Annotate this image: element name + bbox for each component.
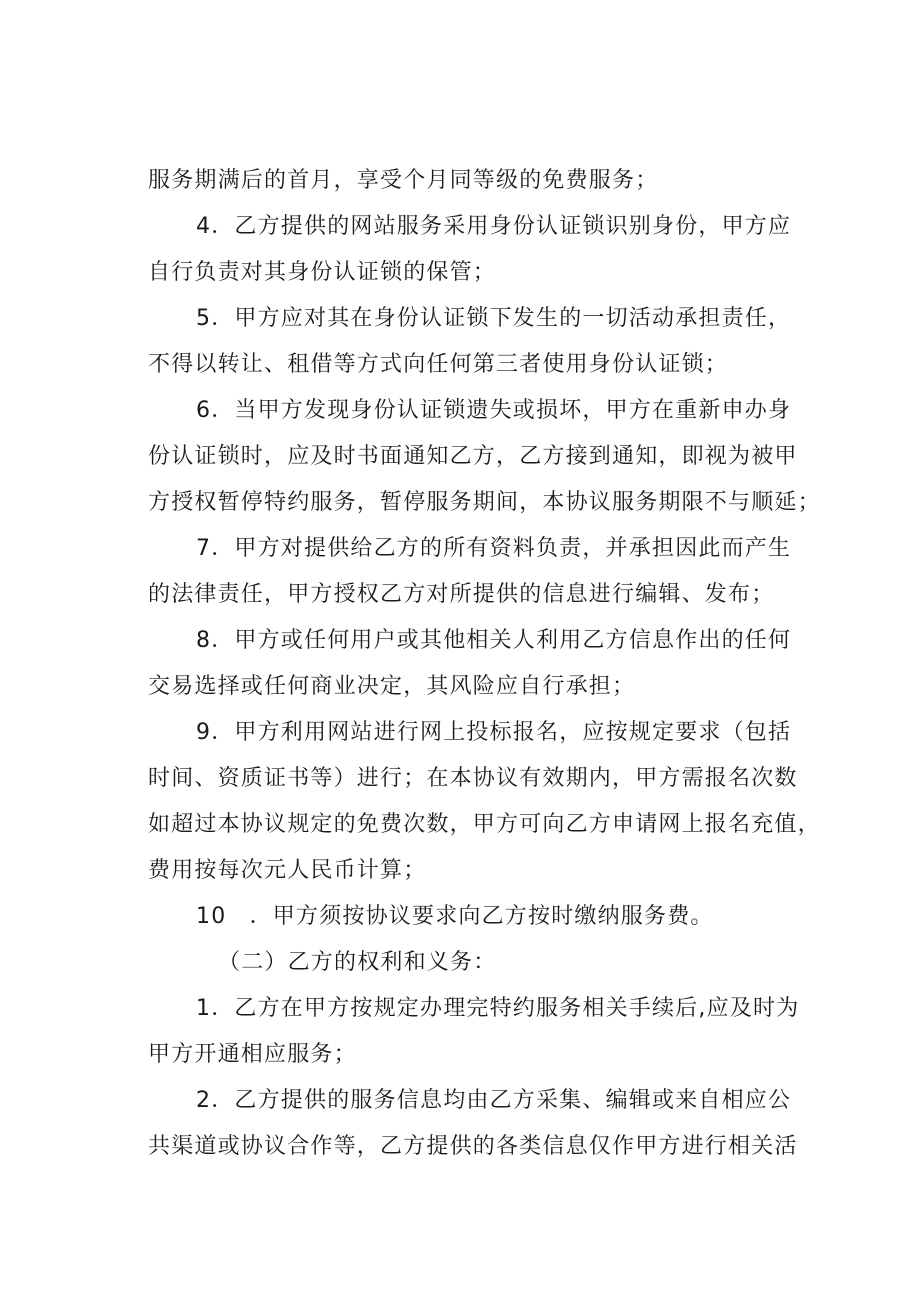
party-b-clause-1-line-1: 1．乙方在甲方按规定办理完特约服务相关手续后,应及时为 [196, 996, 800, 1021]
clause-6-line-1: 6．当甲方发现身份认证锁遗失或损坏，甲方在重新申办身 [196, 398, 792, 423]
clause-9-line-3: 如超过本协议规定的免费次数，甲方可向乙方申请网上报名充值， [148, 812, 821, 837]
clause-8-line-2: 交易选择或任何商业决定，其风险应自行承担； [148, 674, 636, 699]
clause-8-line-1: 8．甲方或任何用户或其他相关人利用乙方信息作出的任何 [196, 628, 792, 653]
clause-6-line-3: 方授权暂停特约服务，暂停服务期间，本协议服务期限不与顺延； [148, 490, 821, 515]
clause-9-line-1: 9．甲方利用网站进行网上投标报名，应按规定要求（包括 [196, 720, 792, 745]
clause-5-line-1: 5．甲方应对其在身份认证锁下发生的一切活动承担责任， [196, 306, 792, 331]
clause-9-line-4: 费用按每次元人民币计算； [148, 858, 427, 883]
clause-10-line-1: 10 ．甲方须按协议要求向乙方按时缴纳服务费。 [196, 904, 714, 929]
clause-9-line-2: 时间、资质证书等）进行；在本协议有效期内，甲方需报名次数 [148, 766, 798, 791]
clause-5-line-2: 不得以转让、租借等方式向任何第三者使用身份认证锁； [148, 352, 729, 377]
clause-7-line-1: 7．甲方对提供给乙方的所有资料负责，并承担因此而产生 [196, 536, 792, 561]
clause-4-line-2: 自行负责对其身份认证锁的保管； [148, 260, 497, 285]
section-heading: （二）乙方的权利和义务： [218, 950, 497, 975]
clause-7-line-2: 的法律责任，甲方授权乙方对所提供的信息进行编辑、发布； [148, 582, 775, 607]
clause-4-line-1: 4．乙方提供的网站服务采用身份认证锁识别身份，甲方应 [196, 214, 792, 239]
party-b-clause-2-line-1: 2．乙方提供的服务信息均由乙方采集、编辑或来自相应公 [196, 1088, 792, 1113]
text-line: 服务期满后的首月，享受个月同等级的免费服务； [148, 168, 659, 193]
party-b-clause-2-line-2: 共渠道或协议合作等，乙方提供的各类信息仅作甲方进行相关活 [148, 1134, 798, 1159]
clause-6-line-2: 份认证锁时，应及时书面通知乙方，乙方接到通知，即视为被甲 [148, 444, 798, 469]
party-b-clause-1-line-2: 甲方开通相应服务； [148, 1042, 357, 1067]
